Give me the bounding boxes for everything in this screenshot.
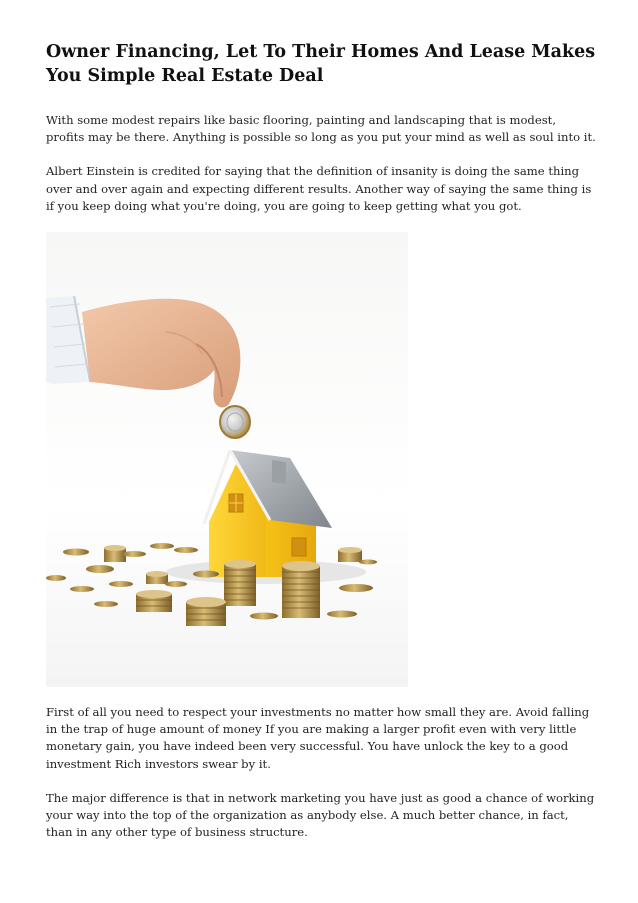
paragraph-2: Albert Einstein is credited for saying that the definition of insanity is doing the same thing over and over again and expecting different results. Another way of saying the same thing is if you keep doing what you're doing, you are going to keep getting what you got. xyxy=(46,164,592,213)
paragraph-1: With some modest repairs like basic flooring, painting and landscaping that is modest, profits may be there. Anything is possible so long as you put your mind as well as soul into it. xyxy=(46,113,596,145)
article xyxy=(46,40,596,858)
house-coins-illustration xyxy=(46,232,408,687)
paragraph-4: The major difference is that in network marketing you have just as good a chance of working your way into the top of the organization as anybody else. A much better chance, in fact, than in any other type of business structure. xyxy=(46,790,595,840)
article-image xyxy=(46,232,408,687)
coin-icon xyxy=(220,406,250,438)
paragraph-3: First of all you need to respect your investments no matter how small they are. Avoid falling in the trap of huge amount of money If you are making a larger profit even with very little monetary gain, you have indeed been very successful. You have unlock the key to a good investment Rich investors swear by it. xyxy=(46,705,590,771)
article-title: Owner Financing, Let To Their Homes And Lease Makes You Simple Real Estate Deal xyxy=(46,42,596,86)
